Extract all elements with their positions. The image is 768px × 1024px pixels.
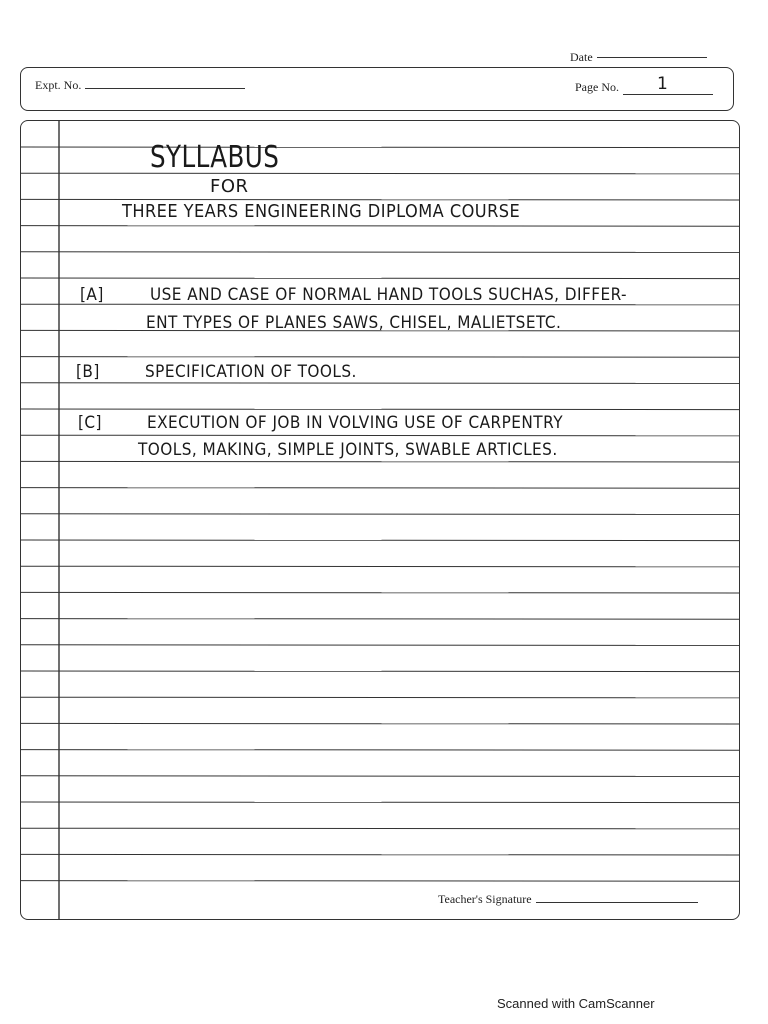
expt-field [35,78,245,93]
ruled-line [21,802,739,803]
date-blank [597,57,707,58]
ruled-line [21,881,739,882]
page-number-field [575,74,713,95]
ruled-lines [21,121,739,919]
ruled-line [21,435,739,436]
date-field [570,50,707,65]
item-a-line1: USE AND CASE OF NORMAL HAND TOOLS SUCHAS, DIFFER- [150,285,628,305]
ruled-sheet [20,120,740,920]
ruled-line [21,357,739,358]
ruled-line [21,697,739,698]
page-blank [623,74,713,95]
ruled-line [21,592,739,593]
page-title: SYLLABUS [150,140,280,175]
ruled-line [21,776,739,777]
ruled-line [21,723,739,724]
scanner-watermark: Scanned with CamScanner [497,996,655,1011]
ruled-line [21,828,739,829]
ruled-line [21,147,739,148]
expt-blank [85,88,245,89]
header-box [20,67,734,111]
ruled-line [21,173,739,174]
ruled-line [21,566,739,567]
ruled-line [21,278,739,279]
ruled-line [21,619,739,620]
item-b-line1: SPECIFICATION OF TOOLS. [145,362,357,382]
item-c-marker: [C] [78,413,102,433]
teacher-signature-field [438,892,698,907]
ruled-line [21,383,739,384]
page-number-value: 1 [657,74,669,94]
signature-blank [536,902,698,903]
ruled-line [21,514,739,515]
ruled-line [21,252,739,253]
page-label: Page No. [575,80,619,94]
ruled-line [21,645,739,646]
ruled-line [21,226,739,227]
ruled-line [21,854,739,855]
item-c-line1: EXECUTION OF JOB IN VOLVING USE OF CARPENTRY [147,413,563,433]
item-a-line2: ENT TYPES OF PLANES SAWS, CHISEL, MALIETSETC. [146,313,562,333]
item-c-line2: TOOLS, MAKING, SIMPLE JOINTS, SWABLE ARTICLES. [138,440,558,460]
teacher-signature-label: Teacher's Signature [438,892,532,906]
expt-label: Expt. No. [35,78,82,92]
ruled-line [21,488,739,489]
ruled-line [21,540,739,541]
page-subtitle: THREE YEARS ENGINEERING DIPLOMA COURSE [122,201,521,222]
item-b-marker: [B] [76,362,100,382]
ruled-line [21,671,739,672]
title-for: FOR [210,176,249,197]
ruled-line [21,461,739,462]
item-a-marker: [A] [80,285,104,305]
ruled-line [21,750,739,751]
date-label: Date [570,50,593,64]
ruled-line [21,409,739,410]
ruled-line [21,199,739,200]
